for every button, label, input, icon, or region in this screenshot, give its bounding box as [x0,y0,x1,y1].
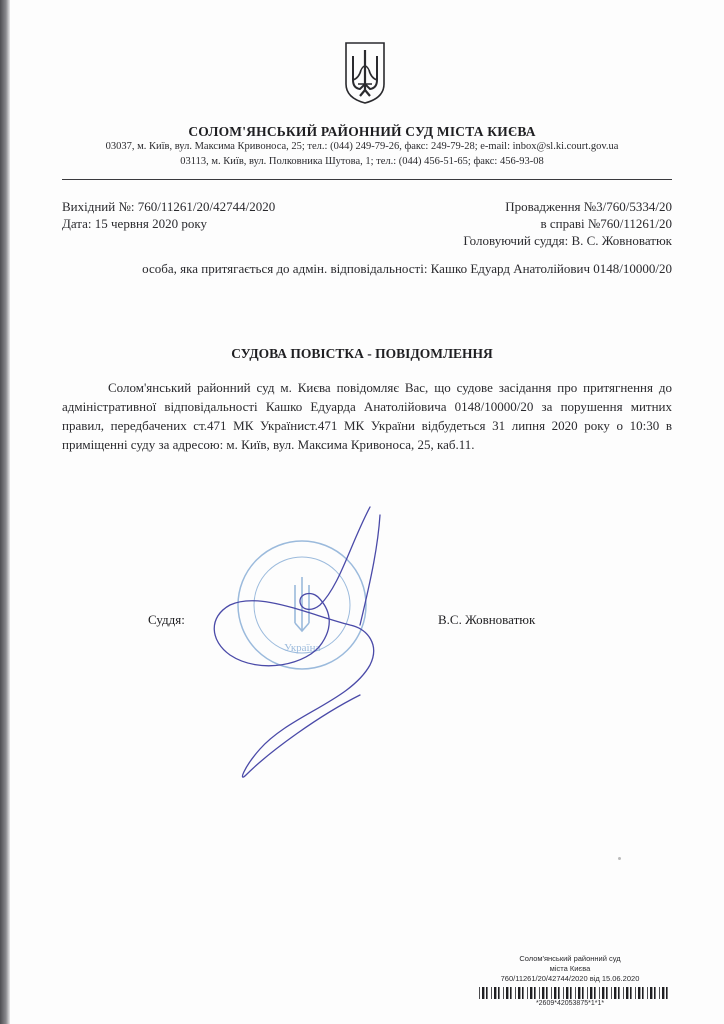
barcode-bar [578,987,580,999]
scan-speck [618,857,621,860]
barcode-bar [542,987,544,999]
barcode-bar [503,987,504,999]
barcode-bar [635,987,636,999]
barcode-bar [494,987,496,999]
barcode-bar [527,987,528,999]
document-date: Дата: 15 червня 2020 року [62,216,208,231]
barcode-bar [575,987,576,999]
barcode-bar [611,987,612,999]
scan-edge-shadow [0,0,10,1024]
barcode-bar [606,987,608,999]
notice-body [62,378,672,454]
notice-paragraph: Солом'янський районний суд м. Києва повідомляє Вас, що судове засідання про притягнення до адміністративної відповідальності Кашко Едуарда Анатолійовича 0148/10000/20 за порушення митних правил, передбачених ст.471 МК Українист.471 МК України відбудеться 31 липня 2020 року о 10:30 в приміщенні суду за адресою: м. Київ, вул. Максима Кривоноса, 25, каб.11. [62,380,672,452]
barcode-bar [638,987,640,999]
person-line: особа, яка притягається до адмін. відповідальності: Кашко Едуард Анатолійович 0148/10000/20 [142,261,672,276]
barcode-bar [515,987,516,999]
document-meta-right [463,198,672,249]
barcode-bar [654,987,656,999]
barcode-bar [590,987,592,999]
barcode-bar [498,987,500,999]
judge-signature-name: В.С. Жовноватюк [438,612,536,627]
barcode-bar [546,987,548,999]
barcode-bar [662,987,664,999]
barcode-bar [479,987,480,999]
barcode-bar [650,987,652,999]
barcode-bar [551,987,552,999]
court-stamp-signature [200,505,460,795]
barcode-bar [587,987,588,999]
barcode-bar [563,987,564,999]
barcode-bar [530,987,532,999]
barcode-bar [566,987,568,999]
barcode-bar [518,987,520,999]
barcode-bar [582,987,584,999]
barcode [479,987,669,999]
registration-footer [470,954,670,984]
barcode-bar [602,987,604,999]
proceeding-number: Провадження №3/760/5334/20 [505,199,672,214]
barcode-bar [534,987,536,999]
barcode-bar [642,987,644,999]
judge-signature-label: Суддя: [148,612,185,627]
court-name: СОЛОМ'ЯНСЬКИЙ РАЙОННИЙ СУД МІСТА КИЄВА [188,124,536,139]
barcode-bar [594,987,596,999]
outgoing-number: Вихідний №: 760/11261/20/42744/2020 [62,199,276,214]
trident-emblem-icon [342,40,388,106]
court-address-line-2: 03113, м. Київ, вул. Полковника Шутова, 1; тел.: (044) 456-51-65; факс: 456-93-08 [180,156,544,167]
court-address-line-1: 03037, м. Київ, вул. Максима Кривоноса, 25; тел.: (044) 249-79-26, факс: 249-79-28; e-mail: inbox@sl.ki.court.gov.ua [105,141,619,152]
header-divider [62,179,672,180]
barcode-bar [486,987,488,999]
barcode-bar [623,987,624,999]
footer-court-line-2: міста Києва [549,964,591,973]
barcode-bar [618,987,620,999]
barcode-bar [510,987,512,999]
footer-registration-number: 760/11261/20/42744/2020 від 15.06.2020 [500,974,640,983]
barcode-bar [491,987,492,999]
barcode-bar [614,987,616,999]
barcode-bar [626,987,628,999]
case-number: в справі №760/11261/20 [540,216,672,231]
barcode-bar [558,987,560,999]
barcode-bar [599,987,600,999]
barcode-text: *2609*42053875*1*1* [535,1000,605,1007]
stamp-seal [238,541,366,669]
stamp-text: Україна [284,642,321,654]
barcode-bar [570,987,572,999]
barcode-bar [647,987,648,999]
barcode-bar [522,987,524,999]
barcode-bar [630,987,632,999]
barcode-bar [506,987,508,999]
footer-court-line-1: Солом'янський районний суд [519,954,621,963]
barcode-bar [482,987,484,999]
document-meta-left [62,198,275,232]
barcode-bar [539,987,540,999]
barcode-bar [659,987,660,999]
document-title: СУДОВА ПОВІСТКА - ПОВІДОМЛЕННЯ [231,346,493,361]
presiding-judge: Головуючий суддя: В. С. Жовноватюк [463,233,672,248]
barcode-bar [666,987,668,999]
barcode-bar [554,987,556,999]
